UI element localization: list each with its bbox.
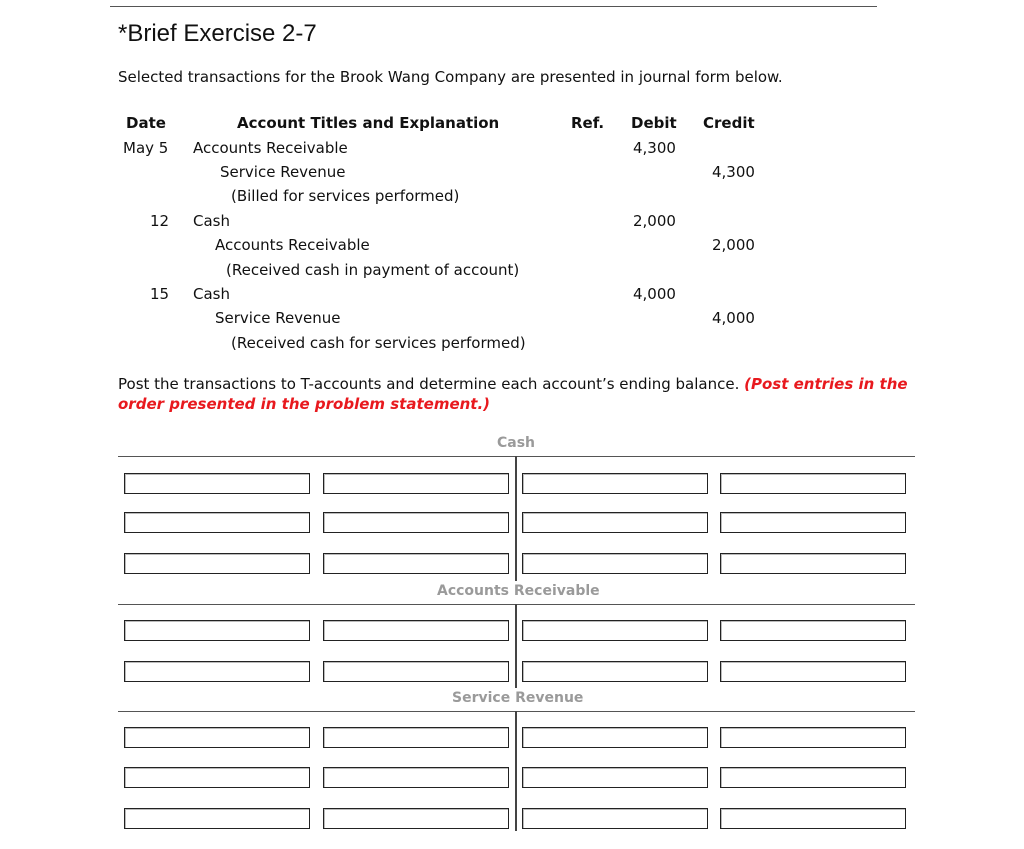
- entry-debit-amount: 4,000: [633, 285, 676, 303]
- instructions-emphasis: (Post entries in the order presented in the problem statement.): [118, 375, 908, 413]
- cash-debit-date-input[interactable]: [124, 512, 310, 533]
- ar-credit-date-input[interactable]: [522, 620, 708, 641]
- account-header: Account Titles and Explanation: [237, 114, 500, 132]
- cash-credit-date-input[interactable]: [522, 512, 708, 533]
- ar-debit-amount-input[interactable]: [323, 620, 509, 641]
- cash-credit-amount-input[interactable]: [720, 512, 906, 533]
- ref-header: Ref.: [571, 114, 605, 132]
- ar-credit-date-input[interactable]: [522, 661, 708, 682]
- sr-debit-date-input[interactable]: [124, 767, 310, 788]
- sr-debit-date-input[interactable]: [124, 727, 310, 748]
- cash-credit-amount-input[interactable]: [720, 473, 906, 494]
- sr-credit-date-input[interactable]: [522, 727, 708, 748]
- cash-credit-date-input[interactable]: [522, 473, 708, 494]
- cash-debit-amount-input[interactable]: [323, 512, 509, 533]
- instructions: [118, 374, 908, 414]
- sr-debit-date-input[interactable]: [124, 808, 310, 829]
- cash-credit-amount-input[interactable]: [720, 553, 906, 574]
- cash-credit-date-input[interactable]: [522, 553, 708, 574]
- entry-explanation: (Billed for services performed): [231, 187, 460, 205]
- sr-debit-amount-input[interactable]: [323, 767, 509, 788]
- ar-credit-amount-input[interactable]: [720, 661, 906, 682]
- entry-debit-account: Cash: [193, 285, 230, 303]
- t-account-divider: [515, 604, 517, 688]
- cash-debit-amount-input[interactable]: [323, 473, 509, 494]
- entry-credit-amount: 2,000: [712, 236, 755, 254]
- t-account-divider: [515, 711, 517, 831]
- exercise-title: *Brief Exercise 2-7: [118, 20, 317, 47]
- sr-credit-amount-input[interactable]: [720, 767, 906, 788]
- cash-debit-date-input[interactable]: [124, 473, 310, 494]
- entry-credit-amount: 4,000: [712, 309, 755, 327]
- entry-credit-account: Service Revenue: [220, 163, 346, 181]
- sr-balance-amount-input[interactable]: [720, 808, 906, 829]
- date-header: Date: [126, 114, 166, 132]
- t-account-title: Accounts Receivable: [437, 583, 600, 599]
- debit-header: Debit: [631, 114, 677, 132]
- entry-date: 15: [150, 285, 170, 303]
- credit-header: Credit: [703, 114, 755, 132]
- entry-credit-account: Accounts Receivable: [215, 236, 370, 254]
- entry-explanation: (Received cash in payment of account): [226, 261, 520, 279]
- top-divider: [110, 6, 877, 7]
- sr-debit-amount-input[interactable]: [323, 727, 509, 748]
- ar-balance-label-input[interactable]: [124, 661, 310, 682]
- ar-balance-amount-input[interactable]: [323, 661, 509, 682]
- entry-debit-amount: 2,000: [633, 212, 676, 230]
- ar-debit-date-input[interactable]: [124, 620, 310, 641]
- intro-text: Selected transactions for the Brook Wang Company are presented in journal form below.: [118, 68, 783, 86]
- ar-credit-amount-input[interactable]: [720, 620, 906, 641]
- instructions-text: Post the transactions to T-accounts and determine each account’s ending balance.: [118, 375, 740, 393]
- sr-debit-amount-input[interactable]: [323, 808, 509, 829]
- sr-balance-label-input[interactable]: [522, 808, 708, 829]
- sr-credit-date-input[interactable]: [522, 767, 708, 788]
- t-account-divider: [515, 456, 517, 581]
- sr-credit-amount-input[interactable]: [720, 727, 906, 748]
- entry-explanation: (Received cash for services performed): [231, 334, 526, 352]
- entry-credit-account: Service Revenue: [215, 309, 341, 327]
- entry-debit-amount: 4,300: [633, 139, 676, 157]
- entry-debit-account: Accounts Receivable: [193, 139, 348, 157]
- t-account-title: Cash: [497, 435, 536, 451]
- entry-date: 12: [150, 212, 170, 230]
- entry-credit-amount: 4,300: [712, 163, 755, 181]
- t-account-title: Service Revenue: [452, 690, 584, 706]
- cash-balance-amount-input[interactable]: [323, 553, 509, 574]
- entry-date: May 5: [123, 139, 169, 157]
- cash-balance-label-input[interactable]: [124, 553, 310, 574]
- entry-debit-account: Cash: [193, 212, 230, 230]
